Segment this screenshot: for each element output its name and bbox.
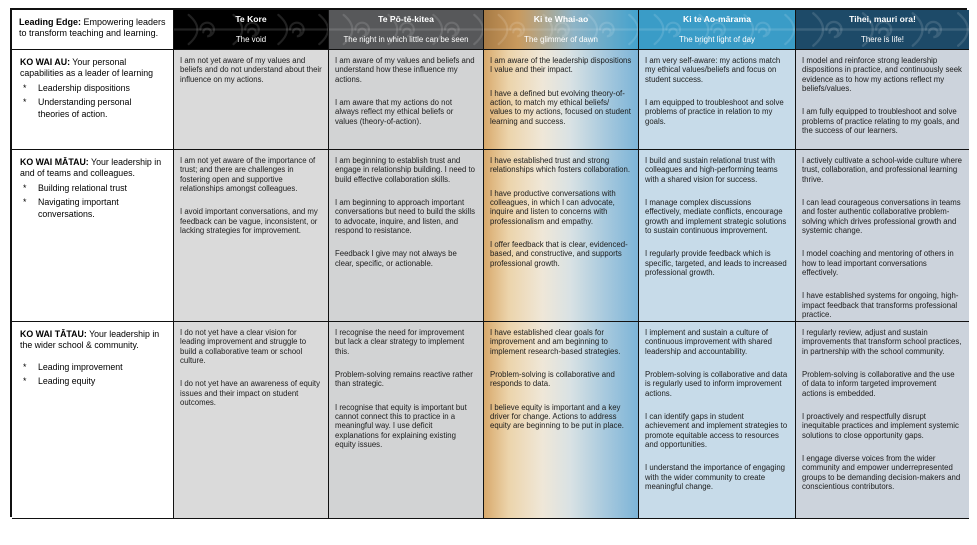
cell-paragraph: I am very self-aware: my actions match my ethical values/beliefs and focus on student success. <box>645 56 781 84</box>
row-heading-rest: Your personal capabilities as a leader of learning <box>20 57 154 79</box>
cell-paragraph: I actively cultivate a school-wide culture where trust, collaboration, and professional learning thrive. <box>802 156 962 184</box>
cell-paragraph: I model and reinforce strong leadership dispositions in practice, and continuously seek evidence as to how my actions reflect my beliefs/values. <box>802 56 962 94</box>
cell-paragraph: I manage complex discussions effectively, mediate conflicts, encourage growth and implement strategic solutions to sustain continuous improvement. <box>645 198 787 236</box>
cell-paragraph: I am not yet aware of the importance of trust; and there are challenges in fostering open and supportive relationships amongst colleagues. <box>180 156 316 194</box>
cell-paragraph: Problem-solving is collaborative and the use of data to inform targeted improvement actions is embedded. <box>802 370 955 398</box>
cell-paragraph: I recognise the need for improvement but lack a clear strategy to implement this. <box>335 328 465 356</box>
cell-paragraph: I am not yet aware of my values and beliefs and do not understand about their influence on my actions. <box>180 56 322 84</box>
bullet-item <box>20 376 165 387</box>
cell-paragraph: I am aware of my values and beliefs and understand how these influence my actions. <box>335 56 475 84</box>
cell-kowaiau-tihei <box>796 50 969 150</box>
cell-paragraph: I have a defined but evolving theory-of-action, to match my ethical beliefs/ values to my actions, focused on student learning and success. <box>490 88 631 126</box>
row-heading-rest: Your leadership in the wider school & community. <box>20 329 160 351</box>
cell-kowaiau-tekore <box>174 50 329 150</box>
row-heading-bold: KO WAI MĀTAU: <box>20 157 89 167</box>
cell-paragraph: I understand the importance of engaging with the wider community to create meaningful change. <box>645 463 786 492</box>
cell-paragraph: Feedback I give may not always be clear, specific, or actionable. <box>335 249 457 268</box>
bullet-text: Building relational trust <box>38 182 127 193</box>
bullet-item <box>20 362 165 373</box>
cell-kowaimatau-aomarama <box>639 150 796 322</box>
asterisk-bullet-icon: * <box>23 361 27 372</box>
column-maori-label: Te Pō-tē-kitea <box>378 14 434 24</box>
cell-kowaitatau-tekore <box>174 322 329 519</box>
cell-paragraph: I am equipped to troubleshoot and solve problems of practice in relation to my goals. <box>645 98 784 126</box>
cell-kowaiau-whaiao <box>484 50 639 150</box>
row-heading-bold: KO WAI AU: <box>20 57 71 67</box>
cell-kowaimatau-tihei <box>796 150 969 322</box>
leadership-rubric-table <box>10 8 967 517</box>
row-header-ko-wai-tatau <box>12 322 174 519</box>
cell-paragraph: I have established clear goals for improvement and am beginning to implement research-based strategies. <box>490 328 621 356</box>
corner-title-bold: Leading Edge: <box>19 17 82 27</box>
asterisk-bullet-icon: * <box>23 97 27 108</box>
cell-paragraph: Problem-solving is collaborative and data is regularly used to inform improvement actions. <box>645 370 788 398</box>
column-header-ki-te-ao-marama <box>639 10 796 50</box>
bullet-item <box>20 183 165 194</box>
bullet-text: Leading improvement <box>38 361 123 372</box>
cell-kowaimatau-tekore <box>174 150 329 322</box>
cell-paragraph: I build and sustain relational trust with colleagues and high-performing teams with a shared vision for success. <box>645 156 778 184</box>
cell-paragraph: I regularly provide feedback which is specific, targeted, and leads to increased professional growth. <box>645 249 787 278</box>
row-heading-rest: Your leadership in and of teams and colleagues. <box>20 157 162 179</box>
asterisk-bullet-icon: * <box>23 197 27 208</box>
bullet-text: Leading equity <box>38 376 96 387</box>
column-header-tihei-mauri-ora <box>796 10 969 50</box>
bullet-item <box>20 83 165 94</box>
cell-paragraph: I can lead courageous conversations in teams and foster authentic collaborative problem-solving which drives professional growth and systemic change. <box>802 198 961 236</box>
asterisk-bullet-icon: * <box>23 182 27 193</box>
cell-paragraph: I can identify gaps in student achievement and implement strategies to promote equitable access to resources and opportunities. <box>645 412 788 450</box>
column-maori-label: Tihei, mauri ora! <box>849 14 916 24</box>
cell-paragraph: I regularly review, adjust and sustain improvements that transform school practices, in partnership with the school community. <box>802 328 962 356</box>
column-english-label: The bright light of day <box>679 35 755 44</box>
cell-kowaimatau-potekitea <box>329 150 484 322</box>
bullet-item <box>20 197 165 220</box>
bullet-text: Navigating important conversations. <box>38 197 119 219</box>
cell-paragraph: I am aware that my actions do not always reflect my ethical beliefs or values (theory-of-action). <box>335 98 454 126</box>
cell-kowaiau-aomarama <box>639 50 796 150</box>
column-english-label: The void <box>235 35 267 44</box>
cell-paragraph: I do not yet have a clear vision for leading improvement and struggle to build a collaborative team or school culture. <box>180 328 307 366</box>
bullet-text: Understanding personal theories of action. <box>38 97 132 119</box>
corner-title-rest: Empowering leaders to transform teaching and learning. <box>19 17 166 39</box>
cell-paragraph: Problem-solving remains reactive rather than strategic. <box>335 370 473 389</box>
cell-kowaimatau-whaiao <box>484 150 639 322</box>
cell-paragraph: I model coaching and mentoring of others in how to lead important conversations effectively. <box>802 249 954 278</box>
cell-kowaitatau-tihei <box>796 322 969 519</box>
row-bullet-list <box>20 362 165 388</box>
cell-paragraph: I have productive conversations with colleagues, in which I can advocate, inquire and listen to concerns with professionalism and empathy. <box>490 188 616 226</box>
cell-paragraph: I believe equity is important and a key driver for change. Actions to address equity are beginning to be put in place. <box>490 402 624 431</box>
cell-paragraph: I avoid important conversations, and my feedback can be vague, inconsistent, or lacking strategies for improvement. <box>180 207 318 236</box>
cell-kowaitatau-whaiao <box>484 322 639 519</box>
cell-paragraph: I am beginning to approach important conversations but need to build the skills to advocate, inquire, and listen, and respond to resistance. <box>335 198 475 236</box>
column-maori-label: Ki te Whai-ao <box>533 14 589 24</box>
column-english-label: The night in which little can be seen <box>343 35 469 44</box>
cell-paragraph: I am aware of the leadership dispositions I value and their impact. <box>490 56 632 75</box>
column-english-label: There is life! <box>861 35 904 44</box>
cell-kowaitatau-aomarama <box>639 322 796 519</box>
cell-paragraph: I recognise that equity is important but cannot connect this to practice in a meaningful way. I use deficit explanations for explaining existing equity issues. <box>335 402 467 450</box>
column-header-ki-te-whai-ao <box>484 10 639 50</box>
column-maori-label: Ki te Ao-mārama <box>683 14 751 24</box>
column-maori-label: Te Kore <box>235 14 267 24</box>
cell-paragraph: I proactively and respectfully disrupt inequitable practices and implement systemic solutions to close opportunity gaps. <box>802 412 959 440</box>
row-bullet-list <box>20 183 165 220</box>
cell-paragraph: I have established systems for ongoing, high-impact feedback that transforms professional practice. <box>802 291 959 320</box>
cell-paragraph: I have established trust and strong relationships which fosters collaboration. <box>490 156 630 175</box>
row-header-ko-wai-au <box>12 50 174 150</box>
row-heading-bold: KO WAI TĀTAU: <box>20 329 87 339</box>
cell-paragraph: I am fully equipped to troubleshoot and solve problems of practice relating to my goals, and the success of our learners. <box>802 107 960 136</box>
bullet-text: Leadership dispositions <box>38 82 130 93</box>
cell-paragraph: I do not yet have an awareness of equity issues and their impact on student outcomes. <box>180 379 321 408</box>
table-corner-title <box>12 10 174 50</box>
bullet-item <box>20 97 165 120</box>
asterisk-bullet-icon: * <box>23 82 27 93</box>
cell-kowaiau-potekitea <box>329 50 484 150</box>
row-bullet-list <box>20 83 165 120</box>
cell-paragraph: Problem-solving is collaborative and responds to data. <box>490 370 615 389</box>
cell-paragraph: I engage diverse voices from the wider community and empower underrepresented groups to be demanding decision-makers and conscientious contributors. <box>802 454 961 492</box>
cell-paragraph: I offer feedback that is clear, evidenced-based, and constructive, and supports professional growth. <box>490 240 628 268</box>
cell-paragraph: I am beginning to establish trust and engage in relationship building. I need to build effective collaboration skills. <box>335 156 476 184</box>
column-english-label: The glimmer of dawn <box>524 35 598 44</box>
cell-kowaitatau-potekitea <box>329 322 484 519</box>
asterisk-bullet-icon: * <box>23 376 27 387</box>
cell-paragraph: I implement and sustain a culture of continuous improvement with shared leadership and accountability. <box>645 328 772 356</box>
row-header-ko-wai-matau <box>12 150 174 322</box>
column-header-te-po-te-kitea <box>329 10 484 50</box>
column-header-te-kore <box>174 10 329 50</box>
